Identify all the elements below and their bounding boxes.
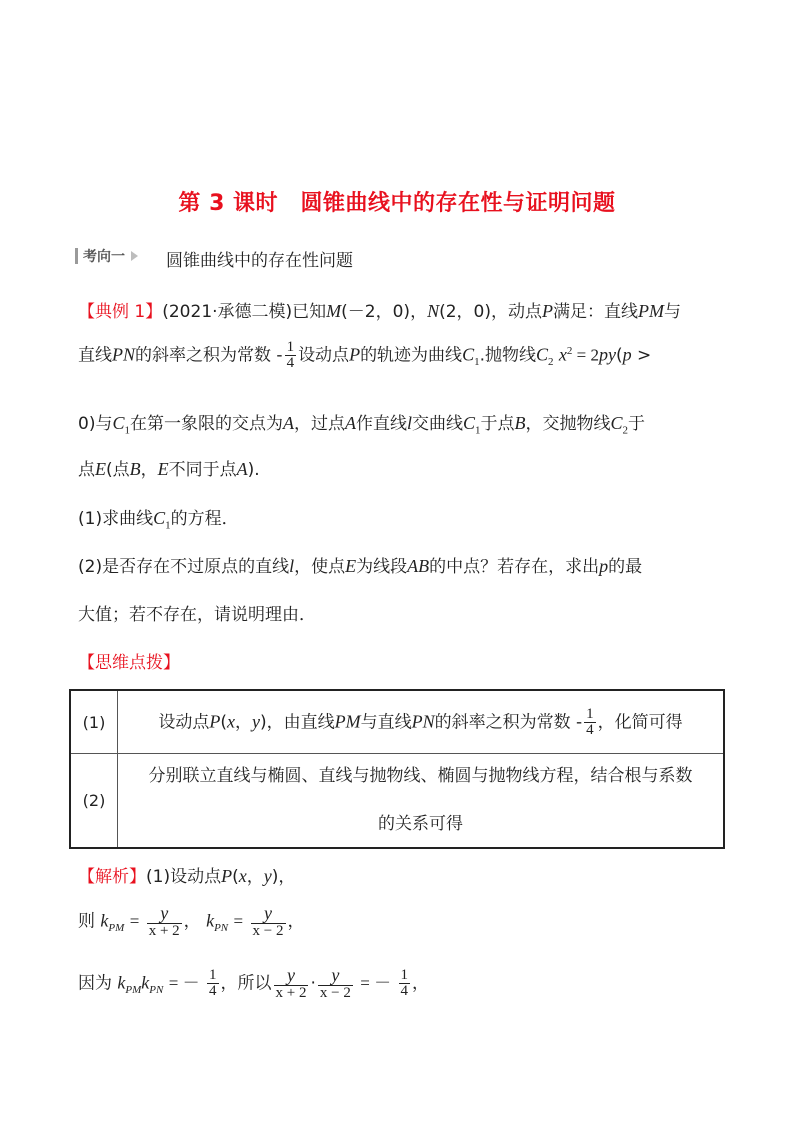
example-line-2 xyxy=(78,340,651,371)
denominator: x − 2 xyxy=(252,923,284,939)
text: 已知 xyxy=(292,302,327,322)
subscript: 2 xyxy=(622,424,629,437)
solution-line-3 xyxy=(78,966,429,1001)
fraction-y-over-x-plus-2 xyxy=(147,904,182,939)
text: 在第一象限的交点为 xyxy=(129,414,283,434)
var: k xyxy=(206,910,215,931)
text: .抛物线 xyxy=(479,345,536,366)
numerator: 1 xyxy=(400,967,409,983)
numerator xyxy=(329,966,341,985)
text: (1)设动点 xyxy=(146,867,222,887)
var: l xyxy=(406,413,412,433)
text: ). xyxy=(247,460,260,480)
hint-table xyxy=(69,689,725,849)
text: = 2 xyxy=(572,345,599,365)
var: P xyxy=(209,711,221,731)
var: E xyxy=(95,459,106,479)
row-content xyxy=(118,753,723,847)
dot: · xyxy=(310,973,316,994)
text: )， xyxy=(271,867,296,887)
denominator: 4 xyxy=(586,721,594,738)
text: 的最 xyxy=(608,557,643,577)
var: y xyxy=(331,965,340,985)
text: (2，0)，动点 xyxy=(439,302,542,322)
denominator: 4 xyxy=(209,983,217,999)
text: 的斜率之积为常数 xyxy=(135,345,272,366)
text: (－2，0)， xyxy=(341,302,428,322)
text: ，使点 xyxy=(294,557,346,577)
text: ， xyxy=(183,911,201,932)
var: y xyxy=(264,903,273,923)
subscript: 1 xyxy=(124,424,130,437)
denominator: x + 2 xyxy=(148,923,180,939)
solution-label: 【解析】 xyxy=(78,867,146,887)
text: ， xyxy=(246,867,264,887)
var: y xyxy=(263,866,272,886)
question-2-line-1 xyxy=(78,552,642,577)
fraction-one-quarter xyxy=(285,340,297,371)
fraction-y-over-x-minus-2 xyxy=(251,904,286,939)
text: ， xyxy=(287,911,305,932)
text: 的轨迹为曲线 xyxy=(360,345,463,366)
section-tag-label: 考向一 xyxy=(83,249,125,265)
var: PN xyxy=(112,344,136,365)
equals: = xyxy=(233,911,244,931)
subscript: 1 xyxy=(165,519,171,532)
text: ， xyxy=(234,712,252,732)
subscript: PM xyxy=(125,983,142,996)
text: ，过点 xyxy=(293,414,345,434)
denominator: x − 2 xyxy=(319,985,351,1001)
example-line-1 xyxy=(78,297,681,322)
text: (点 xyxy=(106,460,130,480)
var: p xyxy=(622,344,632,365)
solution-line-2 xyxy=(78,904,305,939)
fraction-one-quarter xyxy=(399,968,411,999)
text: 设动点 xyxy=(158,712,210,732)
var: py xyxy=(599,344,616,365)
var: A xyxy=(344,413,356,433)
superscript: 2 xyxy=(566,344,573,357)
solution-line-1 xyxy=(78,862,295,887)
var: B xyxy=(129,459,141,479)
text: ，化简可得 xyxy=(597,712,683,732)
equals: = xyxy=(129,911,140,931)
text: )，由直线 xyxy=(259,712,335,732)
subscript: 1 xyxy=(475,424,481,437)
var: k xyxy=(100,910,109,931)
numerator: 1 xyxy=(286,339,295,355)
var: A xyxy=(236,459,248,479)
denominator: 4 xyxy=(286,355,295,371)
fraction-y-over-x-plus-2 xyxy=(274,966,309,1001)
text: > xyxy=(631,345,652,366)
question-1 xyxy=(78,504,239,531)
var: PN xyxy=(411,711,435,731)
text: 则 xyxy=(78,911,95,932)
var: C xyxy=(610,413,623,433)
subscript: 2 xyxy=(548,355,554,368)
subscript: PM xyxy=(108,921,125,934)
numerator: 1 xyxy=(209,967,217,983)
var: y xyxy=(160,903,169,923)
text: 与直线 xyxy=(360,712,412,732)
var: C xyxy=(462,413,475,433)
text: 的关系可得 xyxy=(378,814,463,834)
numerator xyxy=(285,966,297,985)
denominator: 4 xyxy=(400,983,409,999)
var: l xyxy=(289,556,295,576)
var: x xyxy=(238,866,247,886)
text: 的中点？若存在，求出 xyxy=(429,557,600,577)
subscript: PN xyxy=(149,983,164,996)
text: 交曲线 xyxy=(411,414,463,434)
text: 的斜率之积为常数 xyxy=(434,712,571,732)
text: 点 xyxy=(78,460,95,480)
text: 作直线 xyxy=(355,414,407,434)
var: A xyxy=(282,413,294,433)
text: 0)与 xyxy=(78,414,113,434)
numerator: 1 xyxy=(586,705,594,722)
table-row xyxy=(71,691,723,754)
text: ，所以 xyxy=(220,973,272,994)
var: C xyxy=(153,508,166,528)
text: 满足：直线 xyxy=(553,302,638,322)
var: C xyxy=(112,413,125,433)
var: p xyxy=(599,556,609,576)
text: 直线 xyxy=(78,345,112,366)
var: B xyxy=(514,413,526,433)
page-title: 第 3 课时 圆锥曲线中的存在性与证明问题 xyxy=(178,191,616,216)
var: k xyxy=(141,972,150,993)
triangle-right-icon xyxy=(131,251,138,261)
text: 于点 xyxy=(480,414,515,434)
example-source: (2021·承德二模) xyxy=(162,302,293,322)
var: P xyxy=(349,344,361,365)
var: E xyxy=(345,556,357,576)
text: ( xyxy=(232,867,239,887)
var: P xyxy=(542,301,553,321)
var: C xyxy=(462,344,475,365)
equals-minus: = － xyxy=(168,973,200,993)
numerator xyxy=(262,904,274,923)
var: AB xyxy=(407,556,430,576)
var: y xyxy=(251,711,260,731)
text: 的方程． xyxy=(170,509,239,529)
var: k xyxy=(117,972,126,993)
subscript: PN xyxy=(214,921,229,934)
question-2-line-2: 大值；若不存在，请说明理由． xyxy=(78,605,316,625)
var: P xyxy=(221,866,233,886)
text: ， xyxy=(412,973,430,994)
var: x xyxy=(226,711,235,731)
hint-heading: 【思维点拨】 xyxy=(78,653,180,673)
var: N xyxy=(427,301,440,321)
minus-sign: - xyxy=(276,345,283,366)
var: x xyxy=(558,344,567,365)
text: ( xyxy=(616,345,623,366)
example-line-3 xyxy=(78,409,645,436)
row-content xyxy=(118,691,723,753)
var: y xyxy=(287,965,295,985)
text: 于 xyxy=(628,414,646,434)
var: PM xyxy=(638,301,664,321)
equals-minus: = － xyxy=(360,973,392,993)
denominator: x + 2 xyxy=(275,985,307,1001)
section-topic: 圆锥曲线中的存在性问题 xyxy=(166,251,353,271)
var: M xyxy=(326,301,342,321)
var: C xyxy=(535,344,548,365)
text: 不同于点 xyxy=(168,460,237,480)
text: 与 xyxy=(664,302,681,322)
example-label: 【典例 1】 xyxy=(78,302,163,322)
numerator xyxy=(158,904,170,923)
text: ( xyxy=(220,712,227,732)
var: E xyxy=(157,459,169,479)
text: 为线段 xyxy=(356,557,408,577)
text: 分别联立直线与椭圆、直线与抛物线、椭圆与抛物线方程，结合根与系数 xyxy=(148,766,693,786)
fraction-one-quarter xyxy=(207,968,219,999)
subscript: 1 xyxy=(474,355,480,368)
text: (1)求曲线 xyxy=(78,509,154,529)
row-label: (1) xyxy=(71,691,118,753)
table-row xyxy=(71,753,723,847)
text: 设动点 xyxy=(298,345,350,366)
text: (2)是否存在不过原点的直线 xyxy=(78,557,290,577)
example-line-4 xyxy=(78,455,260,480)
text: 因为 xyxy=(78,973,112,994)
row-label: (2) xyxy=(71,753,118,847)
minus-sign: - xyxy=(576,712,583,732)
fraction-y-over-x-minus-2 xyxy=(318,966,353,1001)
section-tag xyxy=(75,246,138,266)
var: PM xyxy=(334,711,361,731)
text: ，交抛物线 xyxy=(525,414,611,434)
text: ， xyxy=(140,460,158,480)
fraction-one-quarter xyxy=(584,707,596,738)
tag-bar-icon xyxy=(75,248,78,264)
